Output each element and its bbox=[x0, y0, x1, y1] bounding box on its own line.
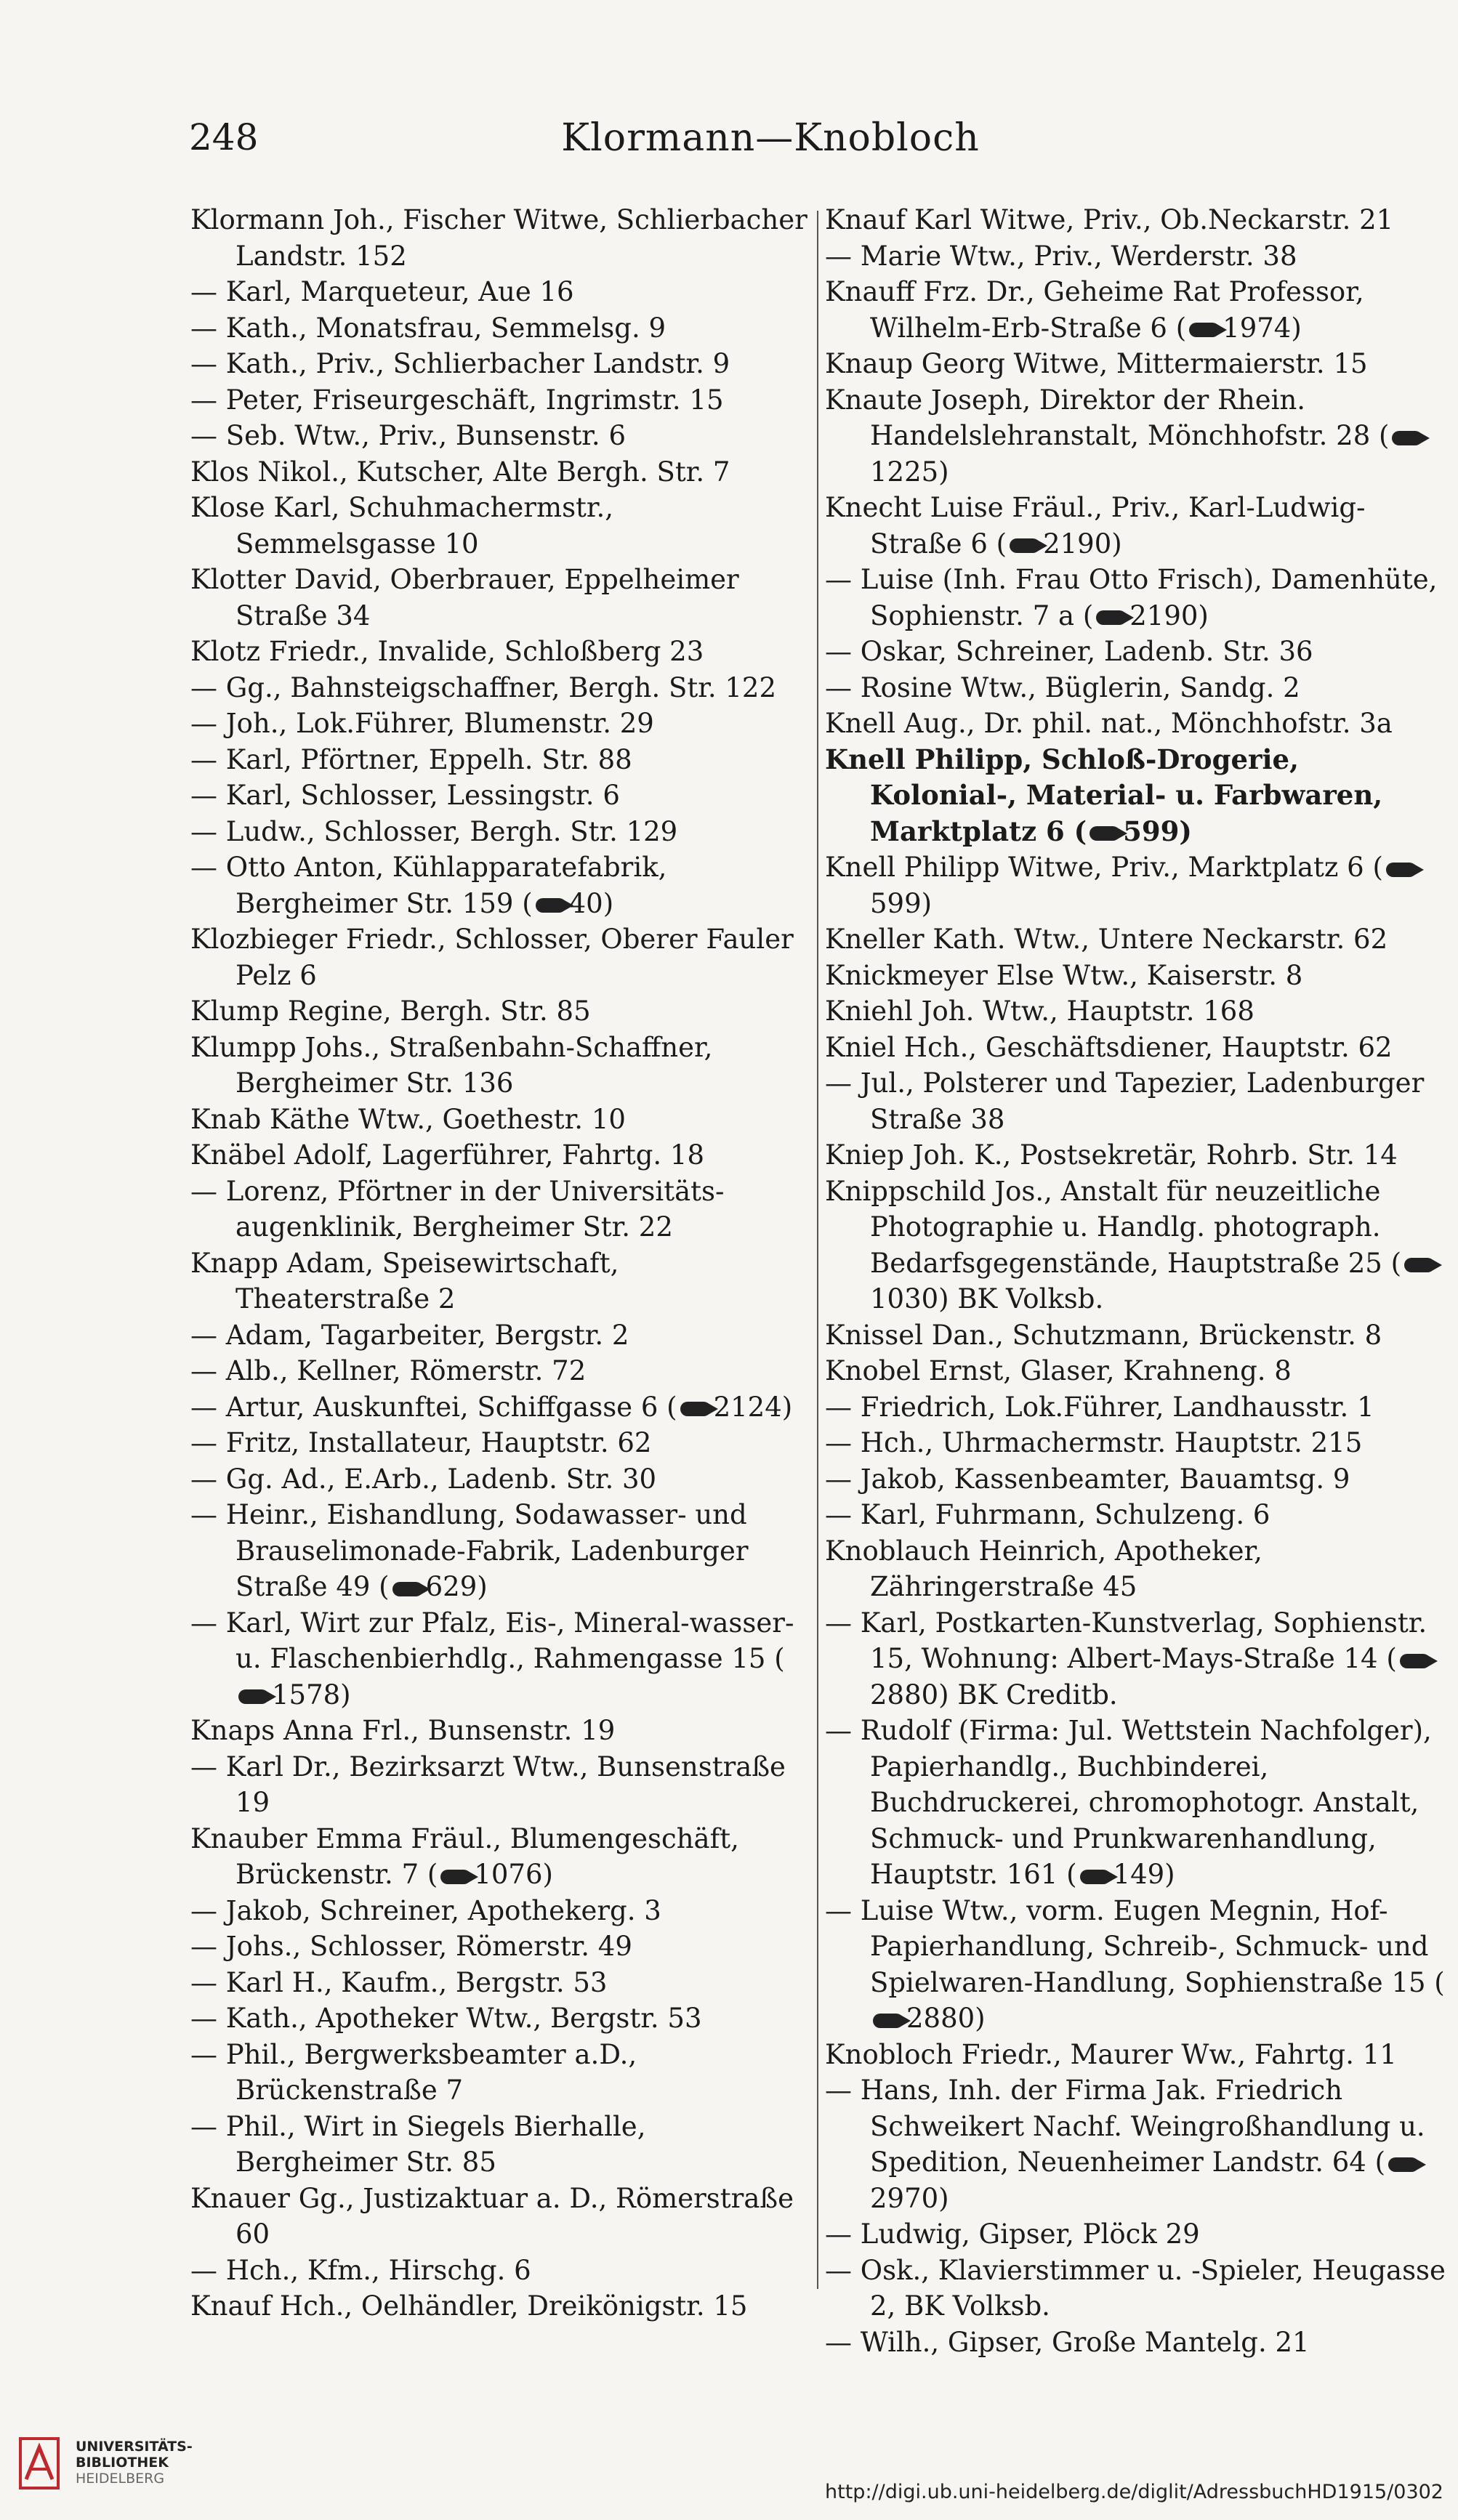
directory-entry: — Luise Wtw., vorm. Eugen Megnin, Hof-Papierhandlung, Schreib-, Schmuck- und Spielwaren-Handlung, Sophienstraße 15 (2880) bbox=[825, 1894, 1445, 2034]
telephone-icon bbox=[238, 1689, 269, 1704]
directory-entry: Knaute Joseph, Direktor der Rhein. Handelslehranstalt, Mönchhofstr. 28 (1225) bbox=[825, 382, 1449, 490]
directory-entry: Klumpp Johs., Straßenbahn-Schaffner, Bergheimer Str. 136 bbox=[190, 1031, 713, 1099]
directory-entry: — Gg., Bahnsteigschaffner, Bergh. Str. 122 bbox=[190, 671, 777, 703]
directory-entry: Klose Karl, Schuhmachermstr., Semmelsgasse 10 bbox=[190, 492, 614, 560]
directory-entry: — Jul., Polsterer und Tapezier, Ladenburger Straße 38 bbox=[825, 1067, 1425, 1135]
directory-entry: — Karl, Schlosser, Lessingstr. 6 bbox=[190, 780, 620, 811]
directory-entry: — Ludwig, Gipser, Plöck 29 bbox=[825, 2218, 1200, 2250]
directory-entry: Kneller Kath. Wtw., Untere Neckarstr. 62 bbox=[825, 924, 1388, 955]
telephone-icon bbox=[1010, 538, 1040, 553]
directory-entry: — Johs., Schlosser, Römerstr. 49 bbox=[190, 1931, 632, 1962]
directory-entry: — Alb., Kellner, Römerstr. 72 bbox=[190, 1355, 587, 1386]
directory-entry: — Phil., Wirt in Siegels Bierhalle, Bergheimer Str. 85 bbox=[190, 2110, 646, 2178]
directory-entry: — Fritz, Installateur, Hauptstr. 62 bbox=[190, 1427, 652, 1458]
directory-entry: Knauf Hch., Oelhändler, Dreikönigstr. 15 bbox=[190, 2290, 748, 2322]
directory-entry: Knoblauch Heinrich, Apotheker, Zähringerstraße 45 bbox=[825, 1535, 1262, 1602]
directory-entry: Knäbel Adolf, Lagerführer, Fahrtg. 18 bbox=[190, 1139, 704, 1171]
directory-entry: Knell Philipp Witwe, Priv., Marktplatz 6 (599) bbox=[825, 849, 1449, 921]
directory-entry: — Joh., Lok.Führer, Blumenstr. 29 bbox=[190, 708, 654, 739]
directory-entry: Knippschild Jos., Anstalt für neuzeitliche Photographie u. Handlg. photograph. Bedarfsgegenstände, Hauptstraße 25 (1030) BK Volksb. bbox=[825, 1174, 1449, 1317]
library-logo-icon bbox=[16, 2434, 63, 2492]
telephone-icon bbox=[680, 1402, 711, 1416]
directory-entry: Klozbieger Friedr., Schlosser, Oberer Fauler Pelz 6 bbox=[190, 924, 794, 991]
directory-entry: — Rosine Wtw., Büglerin, Sandg. 2 bbox=[825, 671, 1300, 703]
directory-entry: — Luise (Inh. Frau Otto Frisch), Damenhüte, Sophienstr. 7 a ( 2190) bbox=[825, 564, 1438, 631]
directory-entry: — Hch., Kfm., Hirschg. 6 bbox=[190, 2254, 531, 2286]
telephone-icon bbox=[1392, 431, 1422, 445]
directory-entry: Knickmeyer Else Wtw., Kaiserstr. 8 bbox=[825, 959, 1303, 991]
directory-entry: — Kath., Monatsfrau, Semmelsg. 9 bbox=[190, 312, 666, 344]
directory-entry: — Hans, Inh. der Firma Jak. Friedrich Schweikert Nachf. Weingroßhandlung u. Spedition, Neuenheimer Landstr. 64 (2970) bbox=[825, 2075, 1425, 2214]
column-divider bbox=[817, 211, 818, 2289]
directory-entry: Knell Aug., Dr. phil. nat., Mönchhofstr. 3a bbox=[825, 708, 1393, 739]
telephone-icon bbox=[873, 2014, 903, 2028]
page-number: 248 bbox=[189, 116, 259, 158]
directory-entry: Knobel Ernst, Glaser, Krahneng. 8 bbox=[825, 1355, 1292, 1386]
directory-entry: — Peter, Friseurgeschäft, Ingrimstr. 15 bbox=[190, 384, 724, 416]
telephone-icon bbox=[392, 1582, 423, 1596]
directory-entry: Knapp Adam, Speisewirtschaft, Theaterstraße 2 bbox=[190, 1247, 619, 1314]
directory-entry: — Artur, Auskunftei, Schiffgasse 6 ( 2124) bbox=[190, 1391, 793, 1423]
telephone-icon bbox=[1386, 863, 1417, 877]
directory-entry: Kniehl Joh. Wtw., Hauptstr. 168 bbox=[825, 996, 1254, 1027]
telephone-icon bbox=[1400, 1654, 1430, 1668]
telephone-icon bbox=[1096, 610, 1127, 625]
directory-entry: Knell Philipp, Schloß-Drogerie, Kolonial-, Material- u. Farbwaren, Marktplatz 6 ( 599) bbox=[825, 743, 1383, 847]
directory-entry: — Otto Anton, Kühlapparatefabrik, Bergheimer Str. 159 ( 40) bbox=[190, 852, 667, 919]
directory-entry: — Osk., Klavierstimmer u. -Spieler, Heugasse 2, BK Volksb. bbox=[825, 2254, 1446, 2322]
directory-entry: Klotz Friedr., Invalide, Schloßberg 23 bbox=[190, 636, 704, 667]
directory-entry: — Kath., Apotheker Wtw., Bergstr. 53 bbox=[190, 2003, 702, 2034]
directory-entry: Kniel Hch., Geschäftsdiener, Hauptstr. 62 bbox=[825, 1031, 1393, 1063]
directory-entry: — Seb. Wtw., Priv., Bunsenstr. 6 bbox=[190, 420, 626, 451]
directory-entry: — Adam, Tagarbeiter, Bergstr. 2 bbox=[190, 1319, 629, 1351]
telephone-icon bbox=[536, 898, 566, 913]
telephone-icon bbox=[440, 1870, 471, 1884]
directory-entry: Knaps Anna Frl., Bunsenstr. 19 bbox=[190, 1715, 616, 1746]
directory-entry: — Jakob, Kassenbeamter, Bauamtsg. 9 bbox=[825, 1463, 1350, 1495]
footer bbox=[0, 2412, 1458, 2520]
directory-entry: — Rudolf (Firma: Jul. Wettstein Nachfolger), Papierhandlg., Buchbinderei, Buchdruckerei, chromophotogr. Anstalt, Schmuck- und Prunkwarenhandlung, Hauptstr. 161 ( 149) bbox=[825, 1715, 1432, 1890]
directory-entry: — Jakob, Schreiner, Apothekerg. 3 bbox=[190, 1894, 661, 1926]
directory-entry: — Marie Wtw., Priv., Werderstr. 38 bbox=[825, 240, 1297, 272]
directory-entry: Kniep Joh. K., Postsekretär, Rohrb. Str. 14 bbox=[825, 1139, 1398, 1171]
directory-entry: Knauber Emma Fräul., Blumengeschäft, Brückenstr. 7 ( 1076) bbox=[190, 1822, 739, 1890]
directory-entry: Klotter David, Oberbrauer, Eppelheimer Straße 34 bbox=[190, 564, 739, 631]
page-header bbox=[189, 116, 1352, 174]
directory-entry: Knecht Luise Fräul., Priv., Karl-Ludwig-Straße 6 ( 2190) bbox=[825, 492, 1366, 560]
directory-entry: Klormann Joh., Fischer Witwe, Schlierbacher Landstr. 152 bbox=[190, 204, 807, 272]
telephone-icon bbox=[1080, 1870, 1111, 1884]
directory-entry: Knobloch Friedr., Maurer Ww., Fahrtg. 11 bbox=[825, 2038, 1397, 2070]
directory-entry: — Wilh., Gipser, Große Mantelg. 21 bbox=[825, 2326, 1310, 2358]
telephone-icon bbox=[1404, 1258, 1435, 1272]
directory-entry: — Oskar, Schreiner, Ladenb. Str. 36 bbox=[825, 636, 1313, 667]
left-column bbox=[190, 202, 814, 2325]
directory-entry: Knauer Gg., Justizaktuar a. D., Römerstraße 60 bbox=[190, 2182, 794, 2250]
directory-entry: — Hch., Uhrmachermstr. Hauptstr. 215 bbox=[825, 1427, 1363, 1458]
library-logo-text: UNIVERSITÄTS- BIBLIOTHEK HEIDELBERG bbox=[76, 2439, 193, 2487]
directory-entry: — Karl, Marqueteur, Aue 16 bbox=[190, 276, 574, 307]
directory-entry: Knauf Karl Witwe, Priv., Ob.Neckarstr. 21 bbox=[825, 204, 1394, 235]
directory-entry: — Karl, Fuhrmann, Schulzeng. 6 bbox=[825, 1499, 1270, 1530]
directory-entry: Klump Regine, Bergh. Str. 85 bbox=[190, 996, 591, 1027]
directory-entry: Knab Käthe Wtw., Goethestr. 10 bbox=[190, 1103, 626, 1135]
directory-entry: — Friedrich, Lok.Führer, Landhausstr. 1 bbox=[825, 1391, 1374, 1423]
directory-entry: Knaup Georg Witwe, Mittermaierstr. 15 bbox=[825, 348, 1368, 379]
directory-entry: — Gg. Ad., E.Arb., Ladenb. Str. 30 bbox=[190, 1463, 657, 1495]
directory-entry: — Ludw., Schlosser, Bergh. Str. 129 bbox=[190, 815, 678, 847]
right-column bbox=[825, 202, 1449, 2360]
directory-entry: — Karl Dr., Bezirksarzt Wtw., Bunsenstraße 19 bbox=[190, 1750, 786, 1818]
telephone-icon bbox=[1090, 826, 1120, 841]
source-url-link[interactable]: http://digi.ub.uni-heidelberg.de/diglit/AdressbuchHD1915/0302 bbox=[825, 2481, 1443, 2503]
directory-entry: Klos Nikol., Kutscher, Alte Bergh. Str. 7 bbox=[190, 456, 730, 488]
directory-entry: — Karl, Postkarten-Kunstverlag, Sophienstr. 15, Wohnung: Albert-Mays-Straße 14 (2880) BK Creditb. bbox=[825, 1605, 1449, 1713]
telephone-icon bbox=[1388, 2157, 1419, 2172]
directory-entry: — Karl, Pförtner, Eppelh. Str. 88 bbox=[190, 743, 632, 775]
running-title: Klormann—Knobloch bbox=[561, 116, 980, 160]
directory-entry: — Karl, Wirt zur Pfalz, Eis-, Mineral-wasser- u. Flaschenbierhdlg., Rahmengasse 15 (1578) bbox=[190, 1607, 794, 1711]
directory-entry: Knissel Dan., Schutzmann, Brückenstr. 8 bbox=[825, 1319, 1382, 1351]
directory-entry: — Kath., Priv., Schlierbacher Landstr. 9 bbox=[190, 348, 730, 379]
telephone-icon bbox=[1189, 323, 1220, 337]
directory-entry: — Heinr., Eishandlung, Sodawasser- und Brauselimonade-Fabrik, Ladenburger Straße 49 ( 629) bbox=[190, 1499, 749, 1602]
directory-entry: — Karl H., Kaufm., Bergstr. 53 bbox=[190, 1966, 608, 1998]
directory-entry: — Phil., Bergwerksbeamter a.D., Brückenstraße 7 bbox=[190, 2038, 637, 2106]
directory-entry: — Lorenz, Pförtner in der Universitäts-augenklinik, Bergheimer Str. 22 bbox=[190, 1175, 725, 1243]
directory-entry: Knauff Frz. Dr., Geheime Rat Professor, Wilhelm-Erb-Straße 6 ( 1974) bbox=[825, 276, 1364, 344]
